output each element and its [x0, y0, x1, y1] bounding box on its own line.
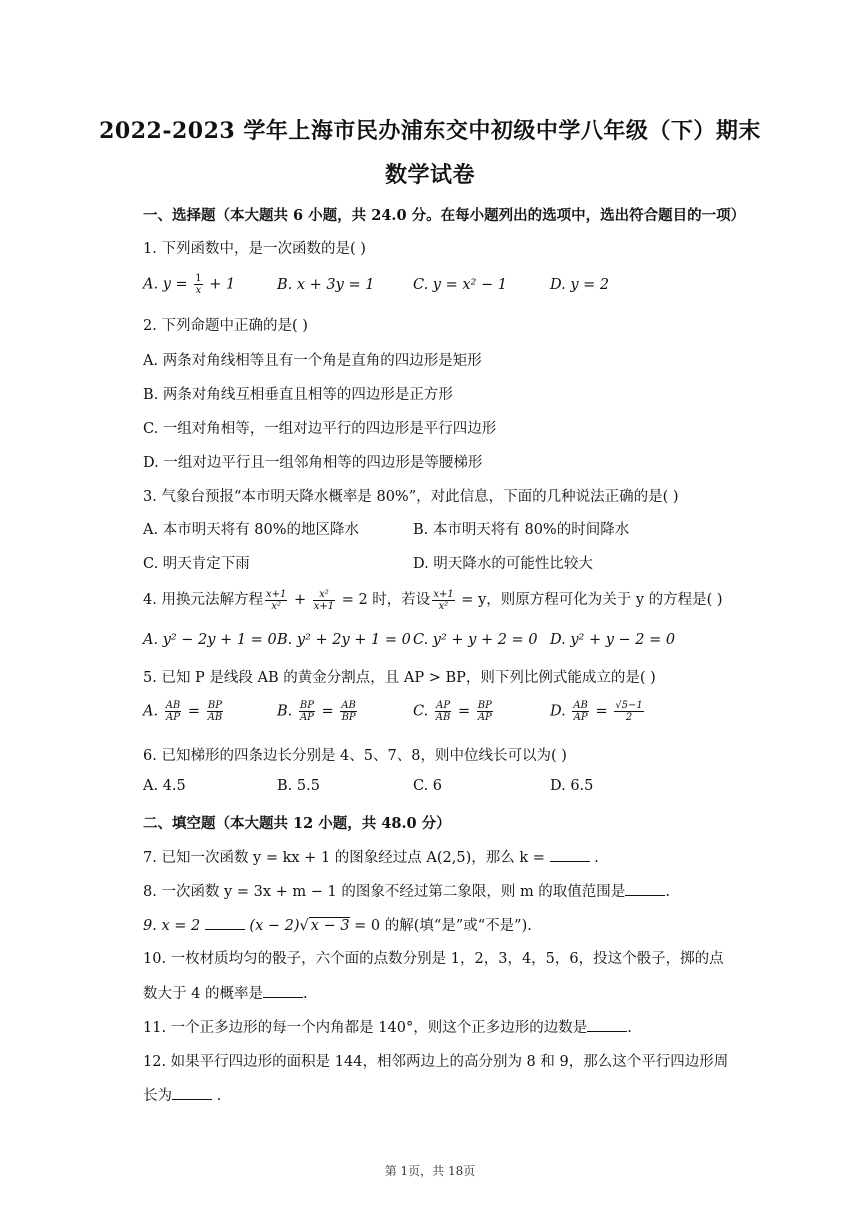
- fraction-numerator: BP: [477, 700, 492, 711]
- fraction: [299, 700, 315, 723]
- plus-sign: +: [289, 592, 311, 608]
- page-footer: 第 1页，共 18页: [384, 1164, 476, 1178]
- option-label: D.: [550, 703, 566, 720]
- fraction-denominator: AB: [207, 712, 223, 723]
- question-1-option-a: [143, 273, 235, 296]
- question-5-option-c: [413, 700, 495, 723]
- fraction-numerator: BP: [207, 700, 222, 711]
- question-6-option-c: C. 6: [413, 778, 443, 794]
- fraction-denominator: x+1: [313, 600, 335, 612]
- fraction: [572, 700, 589, 723]
- fraction-numerator: AB: [165, 700, 181, 711]
- fraction-numerator: √5−1: [615, 700, 643, 711]
- question-12-text: 长为: [143, 1088, 172, 1104]
- fraction-denominator: x²: [271, 600, 281, 612]
- fraction-denominator: AP: [166, 712, 180, 723]
- question-7-text: 7. 已知一次函数 y = kx + 1 的图象经过点 A(2,5)，那么 k =: [143, 850, 550, 866]
- question-11-end: .: [627, 1020, 632, 1036]
- question-9: [143, 914, 532, 935]
- question-6-stem: 6. 已知梯形的四条边长分别是 4、5、7、8，则中位线长可以为( ): [143, 748, 567, 764]
- equals-sign: =: [316, 703, 339, 720]
- fraction-denominator: AP: [573, 712, 588, 723]
- question-2-stem: 2. 下列命题中正确的是( ): [143, 318, 308, 334]
- question-8: [143, 880, 670, 901]
- fraction: [313, 589, 335, 612]
- question-7-end: .: [589, 850, 599, 866]
- fraction: [435, 700, 452, 723]
- fraction: [340, 700, 357, 723]
- section-heading-choice: 一、选择题（本大题共 6 小题，共 24.0 分。在每小题列出的选项中，选出符合题目的一项）: [143, 207, 746, 224]
- question-11-text: 11. 一个正多边形的每一个内角都是 140°，则这个正多边形的边数是: [143, 1020, 588, 1036]
- fraction: [265, 589, 287, 612]
- fraction-numerator: AB: [573, 700, 588, 711]
- option-label: B.: [277, 703, 293, 720]
- question-10-text: 数大于 4 的概率是: [143, 986, 263, 1002]
- equals-sign: =: [453, 703, 475, 720]
- question-7: [143, 846, 599, 867]
- option-label: C.: [413, 703, 429, 720]
- question-3-option-a: A. 本市明天将有 80%的地区降水: [143, 522, 360, 538]
- fraction-numerator: x+1: [433, 588, 454, 600]
- question-9-expression: (x − 2): [244, 918, 300, 934]
- question-4-option-c: C. y² + y + 2 = 0: [413, 632, 538, 648]
- answer-blank[interactable]: [205, 915, 245, 930]
- equals-sign: =: [183, 703, 205, 720]
- question-1-option-c: C. y = x² − 1: [413, 277, 507, 293]
- fraction-denominator: BP: [341, 712, 356, 723]
- fraction: [432, 589, 454, 612]
- question-4-option-b: B. y² + 2y + 1 = 0: [277, 632, 411, 648]
- question-3-stem: 3. 气象台预报“本市明天降水概率是 80%”，对此信息，下面的几种说法正确的是( ): [143, 489, 679, 505]
- fraction-denominator: x²: [438, 600, 449, 612]
- question-1-stem: 1. 下列函数中，是一次函数的是( ): [143, 241, 366, 257]
- question-5-option-b: [277, 700, 359, 723]
- question-9-text: 9. x = 2: [143, 918, 205, 934]
- answer-blank[interactable]: [172, 1085, 212, 1100]
- fraction-denominator: AB: [435, 712, 451, 723]
- question-11: [143, 1016, 632, 1037]
- question-2-option-d: D. 一组对边平行且一组邻角相等的四边形是等腰梯形: [143, 455, 483, 471]
- answer-blank[interactable]: [625, 881, 665, 896]
- fraction: [207, 700, 224, 723]
- fraction: [614, 700, 643, 723]
- question-4-option-d: D. y² + y − 2 = 0: [550, 632, 676, 648]
- radical-sign: √: [299, 918, 309, 934]
- question-10-end: .: [302, 986, 308, 1002]
- question-2-option-c: C. 一组对角相等，一组对边平行的四边形是平行四边形: [143, 421, 497, 437]
- question-6-option-a: A. 4.5: [143, 778, 186, 794]
- answer-blank[interactable]: [550, 847, 590, 862]
- option-label: A.: [143, 703, 159, 720]
- question-1-option-d: D. y = 2: [550, 277, 610, 293]
- question-3-option-b: B. 本市明天将有 80%的时间降水: [413, 522, 630, 538]
- question-6-option-d: D. 6.5: [550, 778, 594, 794]
- answer-blank[interactable]: [587, 1017, 627, 1032]
- fraction: [194, 273, 202, 296]
- question-5-option-d: [550, 700, 646, 723]
- question-3-option-d: D. 明天降水的可能性比较大: [413, 556, 593, 572]
- fraction-numerator: AP: [436, 700, 451, 711]
- option-a-prefix: A. y =: [143, 276, 193, 293]
- radicand: x − 3: [310, 918, 350, 934]
- q4-stem-prefix: 4. 用换元法解方程: [143, 592, 263, 608]
- q4-stem-suffix: = y，则原方程可化为关于 y 的方程是( ): [456, 592, 723, 608]
- question-2-option-a: A. 两条对角线相等且有一个角是直角的四边形是矩形: [143, 353, 482, 369]
- exam-title-line2: 数学试卷: [384, 162, 475, 188]
- question-2-option-b: B. 两条对角线互相垂直且相等的四边形是正方形: [143, 387, 453, 403]
- question-9-end: = 0 的解(填“是”或“不是”).: [349, 918, 532, 934]
- option-a-suffix: + 1: [204, 276, 236, 293]
- fraction: [165, 700, 182, 723]
- fraction-numerator: 1: [195, 273, 202, 284]
- question-3-option-c: C. 明天肯定下雨: [143, 556, 250, 572]
- question-12-line1: 12. 如果平行四边形的面积是 144，相邻两边上的高分别为 8 和 9，那么这个平行四边形周: [143, 1054, 729, 1070]
- fraction-denominator: AP: [299, 712, 314, 723]
- fraction-denominator: x: [195, 285, 202, 296]
- question-10-line2: [143, 982, 308, 1003]
- answer-blank[interactable]: [263, 983, 303, 998]
- q4-stem-middle: = 2 时，若设: [337, 592, 431, 608]
- question-4-option-a: A. y² − 2y + 1 = 0: [143, 632, 277, 648]
- fraction-numerator: BP: [299, 700, 314, 711]
- section-heading-fill: 二、填空题（本大题共 12 小题，共 48.0 分）: [143, 815, 451, 832]
- question-8-end: .: [665, 884, 670, 900]
- fraction: [477, 700, 493, 723]
- question-4-stem: [143, 588, 723, 612]
- question-12-line2: [143, 1084, 221, 1105]
- fraction-numerator: x+1: [265, 588, 287, 600]
- fraction-denominator: 2: [625, 712, 633, 723]
- question-8-text: 8. 一次函数 y = 3x + m − 1 的图象不经过第二象限，则 m 的取值范围是: [143, 884, 626, 900]
- question-5-stem: 5. 已知 P 是线段 AB 的黄金分割点，且 AP > BP，则下列比例式能成立的是( ): [143, 670, 656, 686]
- question-5-option-a: [143, 700, 225, 723]
- exam-title-line1: 2022-2023 学年上海市民办浦东交中初级中学八年级（下）期末: [99, 118, 761, 144]
- question-10-line1: 10. 一枚材质均匀的骰子，六个面的点数分别是 1，2，3，4，5，6，投这个骰子，掷的点: [143, 951, 724, 967]
- fraction-numerator: x²: [313, 589, 335, 601]
- question-12-end: .: [212, 1088, 222, 1104]
- question-1-option-b: B. x + 3y = 1: [277, 277, 375, 293]
- fraction-denominator: AP: [477, 712, 492, 723]
- equals-sign: =: [590, 703, 613, 720]
- fraction-numerator: AB: [341, 700, 356, 711]
- question-6-option-b: B. 5.5: [277, 778, 320, 794]
